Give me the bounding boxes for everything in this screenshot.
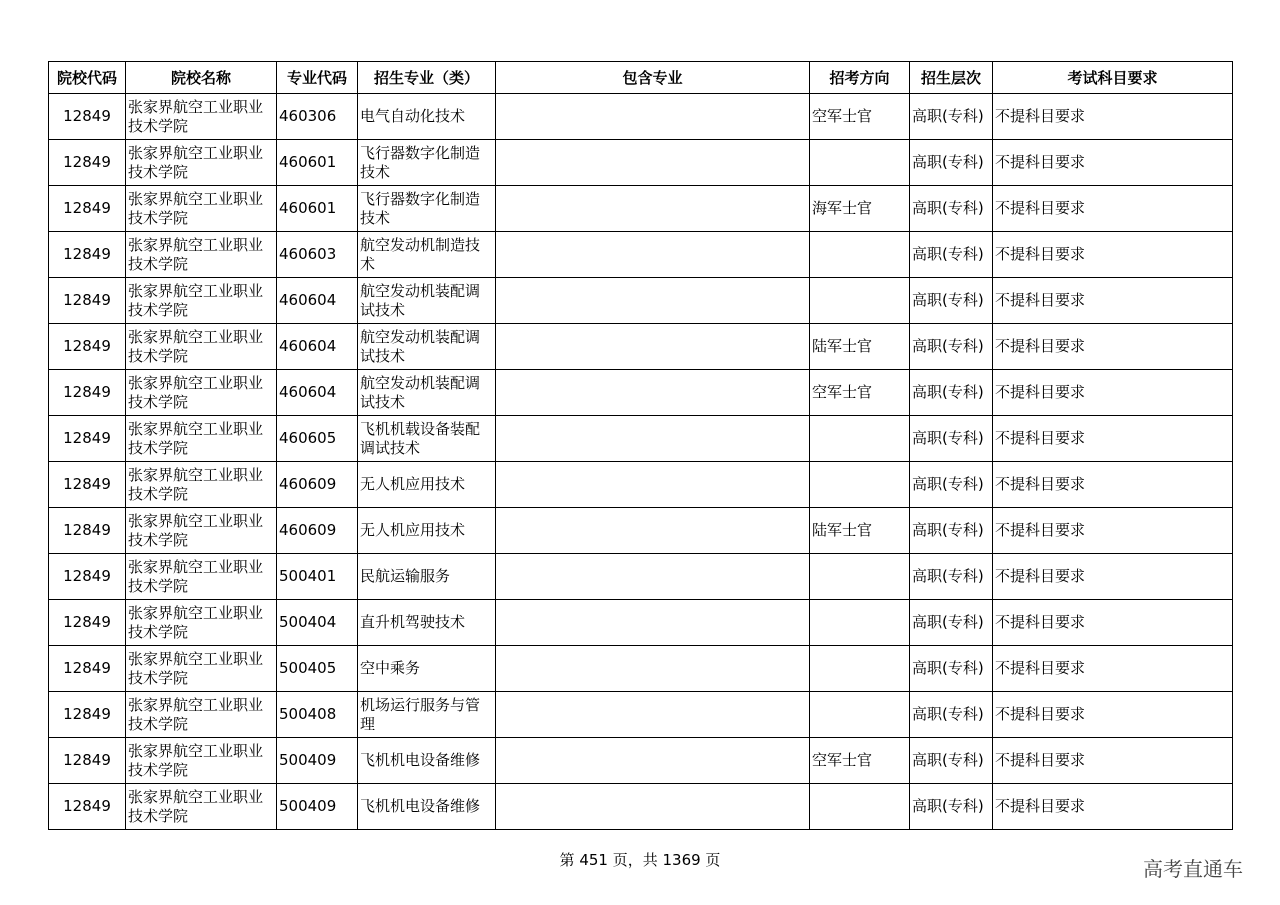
major-cell: 电气自动化技术 [358, 94, 496, 140]
table-row [49, 784, 1233, 830]
school-code-cell: 12849 [49, 462, 126, 508]
level-cell: 高职(专科) [910, 646, 993, 692]
major-cell: 机场运行服务与管理 [358, 692, 496, 738]
school-code-cell: 12849 [49, 186, 126, 232]
level-cell: 高职(专科) [910, 140, 993, 186]
school-name-cell: 张家界航空工业职业技术学院 [126, 278, 277, 324]
major-cell: 空中乘务 [358, 646, 496, 692]
direction-cell [810, 416, 910, 462]
direction-cell: 陆军士官 [810, 508, 910, 554]
school-name-cell: 张家界航空工业职业技术学院 [126, 646, 277, 692]
level-cell: 高职(专科) [910, 416, 993, 462]
major-cell: 飞机机载设备装配调试技术 [358, 416, 496, 462]
direction-cell: 空军士官 [810, 738, 910, 784]
header-level: 招生层次 [910, 62, 993, 94]
table-row [49, 508, 1233, 554]
major-code-cell: 460601 [277, 186, 358, 232]
school-code-cell: 12849 [49, 232, 126, 278]
school-name-cell: 张家界航空工业职业技术学院 [126, 186, 277, 232]
table-body [49, 94, 1233, 830]
includes-cell [496, 186, 810, 232]
requirement-cell: 不提科目要求 [993, 508, 1233, 554]
level-cell: 高职(专科) [910, 554, 993, 600]
requirement-cell: 不提科目要求 [993, 370, 1233, 416]
requirement-cell: 不提科目要求 [993, 186, 1233, 232]
requirement-cell: 不提科目要求 [993, 554, 1233, 600]
requirement-cell: 不提科目要求 [993, 140, 1233, 186]
major-cell: 航空发动机制造技术 [358, 232, 496, 278]
table-row [49, 186, 1233, 232]
includes-cell [496, 554, 810, 600]
includes-cell [496, 370, 810, 416]
header-school-name: 院校名称 [126, 62, 277, 94]
school-code-cell: 12849 [49, 324, 126, 370]
includes-cell [496, 692, 810, 738]
direction-cell [810, 600, 910, 646]
major-cell: 航空发动机装配调试技术 [358, 278, 496, 324]
major-cell: 飞机机电设备维修 [358, 784, 496, 830]
level-cell: 高职(专科) [910, 692, 993, 738]
school-code-cell: 12849 [49, 600, 126, 646]
level-cell: 高职(专科) [910, 462, 993, 508]
requirement-cell: 不提科目要求 [993, 692, 1233, 738]
direction-cell: 海军士官 [810, 186, 910, 232]
direction-cell: 空军士官 [810, 370, 910, 416]
header-major: 招生专业（类） [358, 62, 496, 94]
includes-cell [496, 324, 810, 370]
admissions-table [48, 61, 1233, 830]
table-row [49, 416, 1233, 462]
major-code-cell: 460604 [277, 370, 358, 416]
table-row [49, 140, 1233, 186]
school-code-cell: 12849 [49, 554, 126, 600]
major-cell: 无人机应用技术 [358, 462, 496, 508]
school-code-cell: 12849 [49, 140, 126, 186]
table-row [49, 232, 1233, 278]
direction-cell [810, 784, 910, 830]
table-row [49, 738, 1233, 784]
major-code-cell: 460604 [277, 278, 358, 324]
level-cell: 高职(专科) [910, 186, 993, 232]
major-code-cell: 460609 [277, 508, 358, 554]
school-code-cell: 12849 [49, 278, 126, 324]
table-row [49, 324, 1233, 370]
major-code-cell: 460603 [277, 232, 358, 278]
major-cell: 飞机机电设备维修 [358, 738, 496, 784]
level-cell: 高职(专科) [910, 784, 993, 830]
major-code-cell: 460306 [277, 94, 358, 140]
major-cell: 飞行器数字化制造技术 [358, 186, 496, 232]
major-cell: 无人机应用技术 [358, 508, 496, 554]
level-cell: 高职(专科) [910, 370, 993, 416]
requirement-cell: 不提科目要求 [993, 94, 1233, 140]
page-number: 第 451 页，共 1369 页 [559, 851, 721, 869]
school-code-cell: 12849 [49, 416, 126, 462]
requirement-cell: 不提科目要求 [993, 324, 1233, 370]
level-cell: 高职(专科) [910, 508, 993, 554]
includes-cell [496, 738, 810, 784]
includes-cell [496, 140, 810, 186]
school-code-cell: 12849 [49, 784, 126, 830]
requirement-cell: 不提科目要求 [993, 784, 1233, 830]
includes-cell [496, 462, 810, 508]
major-cell: 航空发动机装配调试技术 [358, 324, 496, 370]
major-cell: 直升机驾驶技术 [358, 600, 496, 646]
major-code-cell: 500401 [277, 554, 358, 600]
level-cell: 高职(专科) [910, 94, 993, 140]
school-name-cell: 张家界航空工业职业技术学院 [126, 738, 277, 784]
level-cell: 高职(专科) [910, 600, 993, 646]
major-code-cell: 500408 [277, 692, 358, 738]
school-name-cell: 张家界航空工业职业技术学院 [126, 324, 277, 370]
includes-cell [496, 784, 810, 830]
major-code-cell: 500404 [277, 600, 358, 646]
direction-cell: 陆军士官 [810, 324, 910, 370]
major-code-cell: 500409 [277, 784, 358, 830]
major-code-cell: 460601 [277, 140, 358, 186]
direction-cell [810, 462, 910, 508]
school-name-cell: 张家界航空工业职业技术学院 [126, 554, 277, 600]
watermark-text: 高考直通车 [1143, 857, 1243, 881]
requirement-cell: 不提科目要求 [993, 416, 1233, 462]
school-name-cell: 张家界航空工业职业技术学院 [126, 692, 277, 738]
header-school-code: 院校代码 [49, 62, 126, 94]
table-row [49, 370, 1233, 416]
table-row [49, 554, 1233, 600]
direction-cell [810, 692, 910, 738]
table-row [49, 278, 1233, 324]
major-code-cell: 460609 [277, 462, 358, 508]
includes-cell [496, 232, 810, 278]
major-cell: 飞行器数字化制造技术 [358, 140, 496, 186]
school-name-cell: 张家界航空工业职业技术学院 [126, 508, 277, 554]
header-major-code: 专业代码 [277, 62, 358, 94]
includes-cell [496, 508, 810, 554]
direction-cell [810, 232, 910, 278]
school-code-cell: 12849 [49, 646, 126, 692]
table-row [49, 94, 1233, 140]
includes-cell [496, 278, 810, 324]
header-includes: 包含专业 [496, 62, 810, 94]
level-cell: 高职(专科) [910, 278, 993, 324]
school-code-cell: 12849 [49, 370, 126, 416]
level-cell: 高职(专科) [910, 738, 993, 784]
includes-cell [496, 646, 810, 692]
table-row [49, 692, 1233, 738]
major-cell: 航空发动机装配调试技术 [358, 370, 496, 416]
major-code-cell: 460604 [277, 324, 358, 370]
requirement-cell: 不提科目要求 [993, 278, 1233, 324]
requirement-cell: 不提科目要求 [993, 462, 1233, 508]
major-code-cell: 460605 [277, 416, 358, 462]
school-code-cell: 12849 [49, 94, 126, 140]
includes-cell [496, 416, 810, 462]
school-name-cell: 张家界航空工业职业技术学院 [126, 140, 277, 186]
table-row [49, 646, 1233, 692]
school-name-cell: 张家界航空工业职业技术学院 [126, 784, 277, 830]
level-cell: 高职(专科) [910, 324, 993, 370]
direction-cell [810, 278, 910, 324]
school-code-cell: 12849 [49, 692, 126, 738]
requirement-cell: 不提科目要求 [993, 646, 1233, 692]
includes-cell [496, 94, 810, 140]
direction-cell: 空军士官 [810, 94, 910, 140]
requirement-cell: 不提科目要求 [993, 738, 1233, 784]
major-code-cell: 500409 [277, 738, 358, 784]
major-cell: 民航运输服务 [358, 554, 496, 600]
direction-cell [810, 140, 910, 186]
requirement-cell: 不提科目要求 [993, 600, 1233, 646]
school-code-cell: 12849 [49, 738, 126, 784]
school-code-cell: 12849 [49, 508, 126, 554]
school-name-cell: 张家界航空工业职业技术学院 [126, 232, 277, 278]
header-row [49, 62, 1233, 94]
header-direction: 招考方向 [810, 62, 910, 94]
direction-cell [810, 554, 910, 600]
major-code-cell: 500405 [277, 646, 358, 692]
school-name-cell: 张家界航空工业职业技术学院 [126, 370, 277, 416]
table-row [49, 600, 1233, 646]
includes-cell [496, 600, 810, 646]
level-cell: 高职(专科) [910, 232, 993, 278]
school-name-cell: 张家界航空工业职业技术学院 [126, 462, 277, 508]
header-requirement: 考试科目要求 [993, 62, 1233, 94]
school-name-cell: 张家界航空工业职业技术学院 [126, 94, 277, 140]
school-name-cell: 张家界航空工业职业技术学院 [126, 600, 277, 646]
school-name-cell: 张家界航空工业职业技术学院 [126, 416, 277, 462]
table-row [49, 462, 1233, 508]
direction-cell [810, 646, 910, 692]
requirement-cell: 不提科目要求 [993, 232, 1233, 278]
